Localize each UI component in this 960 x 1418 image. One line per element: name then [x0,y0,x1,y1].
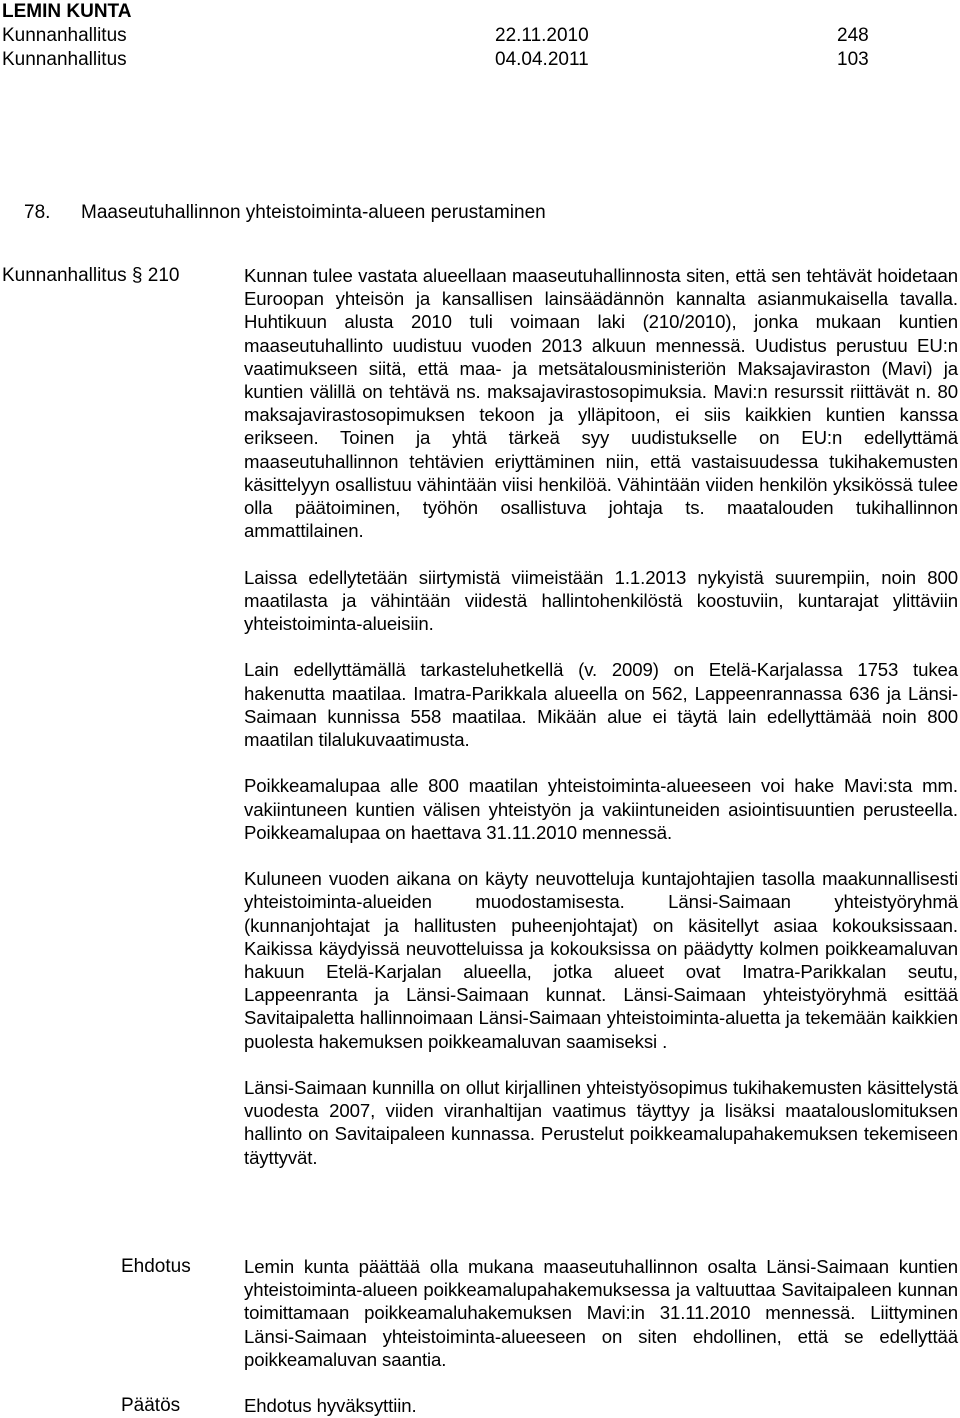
meeting-body: Kunnanhallitus [2,49,127,70]
paragraph: Kuluneen vuoden aikana on käyty neuvotteluja kuntajohtajien tasolla maakunnallisesti yhteistoiminta-alueiden muodostamisesta. Länsi-Saimaan yhteistyöryhmä (kunnanjohtajat ja hallitusten puheenjohtajat) on käsitellyt asiaa kokouksissaan. Kaikissa käydyissä neuvotteluissa ja kokouksissa on päädytty kolmen poikkeamaluvan hakuun Etelä-Karjalan alueella, jotka alueet ovat Imatra-Parikkalan seutu, Lappeenranta ja Länsi-Saimaan kunnat. Länsi-Saimaan yhteistyöryhmä esittää Savitaipaletta hallinnoimaan Länsi-Saimaan yhteistoiminta-aluetta ja tekemään kaikkien puolesta hakemuksen poikkeamaluvan saamiseksi . [244,868,958,1052]
item-number: 78. [24,202,51,223]
paragraph: Kunnan tulee vastata alueellaan maaseutuhallinnosta siten, että sen tehtävät hoidetaan Euroopan yhteisön ja kansallisen lainsäädännön kannalta asianmukaisella tavalla. Huhtikuun alusta 2010 tuli voimaan laki (210/2010), jonka mukaan kuntien maaseutuhallinto uudistuu vuoden 2013 alkuun mennessä. Uudistus perustuu EU:n vaatimukseen siitä, että maa- ja metsätalousministeriön Maksajaviraston (Mavi) ja kuntien välillä on tehtävä ns. maksajavirastosopimuksia. Mavi:n resurssit riittävät n. 80 maksajavirastosopimuksen tekoon ja ylläpitoon, ei siis kaikkien kuntien kanssa erikseen. Toinen ja yhtä tärkeä syy uudistukselle on EU:n edellyttämä maaseutuhallinnon tehtävien eriyttäminen niin, että vastaisuudessa tukihakemusten käsittelyyn osallistuu vähintään viisi henkilöä. Vähintään viiden henkilön yksikössä tulee olla päätoiminen, työhön osallistuva johtaja ts. maatalouden tukihallinnon ammattilainen. [244,265,958,542]
meeting-date: 22.11.2010 [495,25,589,46]
paragraph: Laissa edellytetään siirtymistä viimeistään 1.1.2013 nykyistä suurempiin, noin 800 maatilasta ja vähintään viidestä hallintohenkilöstä koostuviin, kuntarajat ylittäviin yhteistoiminta-alueisiin. [244,566,958,635]
paragraph: Lemin kunta päättää olla mukana maaseutuhallinnon osalta Länsi-Saimaan kuntien yhteistoiminta-alueen poikkeamalupahakemuksessa ja valtuuttaa Savitaipaleen kunnan toimittamaan poikkeamaluhakemuksen Mavi:in 31.11.2010 mennessä. Liittyminen Länsi-Saimaan yhteistoiminta-alueeseen on siten ehdollinen, että se edellyttää poikkeamaluvan saantia. [244,1256,958,1370]
paragraph: Lain edellyttämällä tarkasteluhetkellä (v. 2009) on Etelä-Karjalassa 1753 tukea hakenutta maatilaa. Imatra-Parikkala alueella on 562, Lappeenrannassa 636 ja Länsi-Saimaan kunnissa 558 maatilaa. Mikään alue ei täytä lain edellyttämää noin 800 maatilan tilalukuvaatimusta. [244,659,958,751]
page-number: 103 [837,49,869,70]
section-label: Kunnanhallitus § 210 [2,265,180,286]
main-text [244,264,958,1169]
meeting-date: 04.04.2011 [495,49,589,70]
ehdotus-text [244,1255,958,1371]
meeting-row-1 [2,24,902,48]
paragraph: Ehdotus hyväksyttiin. [244,1395,417,1416]
paatos-text [244,1394,958,1417]
item-title-text: Maaseutuhallinnon yhteistoiminta-alueen perustaminen [81,202,546,223]
page-number: 248 [837,25,869,46]
paatos-label: Päätös [121,1395,181,1416]
paragraph: Länsi-Saimaan kunnilla on ollut kirjallinen yhteistyösopimus tukihakemusten käsittelystä vuodesta 2007, viiden viranhaltijan vaatimus täyttyy ja lisäksi maatalouslomituksen hallinto on Savitaipaleen kunnassa. Perustelut poikkeamalupahakemuksen tekemiseen täyttyvät. [244,1077,958,1168]
organization-name: LEMIN KUNTA [2,1,132,22]
meeting-row-2 [2,48,902,72]
meeting-body: Kunnanhallitus [2,25,127,46]
ehdotus-label: Ehdotus [121,1256,191,1277]
paragraph: Poikkeamalupaa alle 800 maatilan yhteistoiminta-alueeseen voi hake Mavi:sta mm. vakiintuneen kuntien välisen yhteistyön ja vakiintuneiden asiointisuuntien perusteella. Poikkeamalupaa on haettava 31.11.2010 mennessä. [244,775,958,843]
